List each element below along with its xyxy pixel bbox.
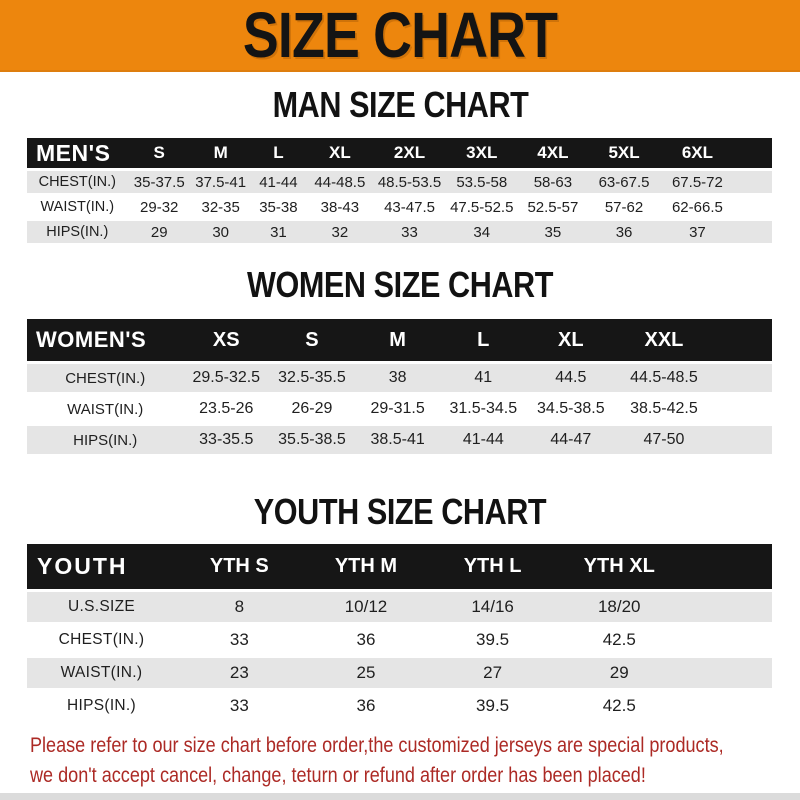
column-header: XL <box>306 138 373 168</box>
column-header: YTH L <box>429 544 556 589</box>
table-cell: 25 <box>303 658 430 688</box>
women-table-title: WOMEN'S <box>27 319 183 361</box>
table-cell: 44-48.5 <box>306 171 373 193</box>
column-header: 4XL <box>518 138 588 168</box>
table-cell: 52.5-57 <box>527 198 579 216</box>
table-cell: 18/20 <box>556 592 683 622</box>
row-spacer <box>735 221 772 243</box>
row-spacer <box>683 592 772 622</box>
column-header: 3XL <box>446 138 518 168</box>
table-cell: 44-47 <box>526 426 615 454</box>
man-section-heading <box>0 84 800 125</box>
row-label: WAIST(IN.) <box>40 199 115 215</box>
column-header: 6XL <box>660 138 735 168</box>
table-cell: 39.5 <box>476 630 510 649</box>
table-header-row <box>27 544 772 589</box>
row-spacer <box>683 658 772 688</box>
column-header: L <box>440 319 526 361</box>
table-cell: 32-35 <box>201 198 240 216</box>
women-section-heading-text: WOMEN SIZE CHART <box>246 264 553 305</box>
footer-line-2-text: we don't accept cancel, change, teturn or refund after order has been placed! <box>30 763 646 787</box>
table-cell: 14/16 <box>429 592 556 622</box>
table-cell: 47.5-52.5 <box>450 198 514 216</box>
table-cell: 41-44 <box>250 171 306 193</box>
row-label: U.S.SIZE <box>27 592 176 622</box>
table-cell: 34 <box>446 221 518 243</box>
table-cell: 37.5-41 <box>191 171 251 193</box>
table-cell: 26-29 <box>291 400 333 417</box>
table-cell: 31 <box>250 221 306 243</box>
table-cell: 29 <box>128 221 191 243</box>
column-header: XL <box>526 319 615 361</box>
row-spacer <box>683 625 772 655</box>
table-cell: 62-66.5 <box>671 198 723 216</box>
row-label: HIPS(IN.) <box>66 697 136 714</box>
column-header: XS <box>183 319 269 361</box>
table-cell: 38 <box>355 364 441 392</box>
table-cell: 36 <box>356 630 376 649</box>
row-spacer <box>683 691 772 721</box>
column-header: M <box>355 319 441 361</box>
table-cell: 33 <box>229 696 249 715</box>
table-header-row <box>27 319 772 361</box>
table-cell: 42.5 <box>602 696 636 715</box>
men-size-table <box>27 135 772 246</box>
table-cell: 57-62 <box>604 198 644 216</box>
footer-line-1 <box>30 730 800 760</box>
title-banner <box>0 0 800 72</box>
footer-line-2 <box>30 760 800 790</box>
table-cell: 34.5-38.5 <box>537 400 605 417</box>
bottom-border-strip <box>0 793 800 800</box>
table-row <box>27 364 772 392</box>
table-cell: 63-67.5 <box>588 171 660 193</box>
table-cell: 30 <box>191 221 251 243</box>
table-cell: 23.5-26 <box>199 400 254 417</box>
table-row <box>27 171 772 193</box>
man-section-heading-text: MAN SIZE CHART <box>272 84 528 125</box>
men-table-title: MEN'S <box>27 138 128 168</box>
row-spacer <box>712 395 772 423</box>
table-row <box>27 426 772 454</box>
women-size-table <box>27 316 772 457</box>
table-cell: 32 <box>306 221 373 243</box>
row-spacer <box>712 364 772 392</box>
table-cell: 37 <box>660 221 735 243</box>
table-cell: 48.5-53.5 <box>373 171 445 193</box>
table-row <box>27 221 772 243</box>
table-cell: 33-35.5 <box>183 426 269 454</box>
footer-note <box>0 730 800 790</box>
table-header-row <box>27 138 772 168</box>
row-label: WAIST(IN.) <box>67 400 144 418</box>
table-cell: 33 <box>229 630 249 649</box>
youth-section-heading <box>0 491 800 532</box>
column-header: S <box>269 319 355 361</box>
table-cell: 53.5-58 <box>446 171 518 193</box>
table-cell: 58-63 <box>518 171 588 193</box>
row-spacer <box>712 426 772 454</box>
column-header: XXL <box>616 319 713 361</box>
column-header: L <box>250 138 306 168</box>
row-label: CHEST(IN.) <box>58 631 145 648</box>
table-row <box>27 625 772 655</box>
table-row <box>27 395 772 423</box>
table-cell: 38.5-42.5 <box>630 400 698 417</box>
table-cell: 44.5-48.5 <box>616 364 713 392</box>
table-row <box>27 592 772 622</box>
row-label: HIPS(IN.) <box>27 426 183 454</box>
column-header: M <box>191 138 251 168</box>
column-header: 5XL <box>588 138 660 168</box>
table-cell: 23 <box>176 658 303 688</box>
table-cell: 35 <box>518 221 588 243</box>
row-label: CHEST(IN.) <box>27 364 183 392</box>
column-header: 2XL <box>373 138 445 168</box>
table-cell: 32.5-35.5 <box>269 364 355 392</box>
table-cell: 29 <box>556 658 683 688</box>
table-cell: 33 <box>373 221 445 243</box>
table-cell: 38-43 <box>320 198 360 216</box>
column-header: YTH XL <box>556 544 683 589</box>
women-section-heading <box>0 264 800 305</box>
row-spacer <box>735 196 772 218</box>
table-cell: 29-32 <box>140 198 179 216</box>
row-label: HIPS(IN.) <box>27 221 128 243</box>
youth-section-heading-text: YOUTH SIZE CHART <box>253 491 547 532</box>
table-row <box>27 196 772 218</box>
table-row <box>27 658 772 688</box>
table-cell: 29.5-32.5 <box>183 364 269 392</box>
footer-line-1-text: Please refer to our size chart before order,the customized jerseys are special products, <box>30 733 724 757</box>
row-label: CHEST(IN.) <box>27 171 128 193</box>
table-cell: 31.5-34.5 <box>449 400 518 417</box>
table-cell: 27 <box>429 658 556 688</box>
page-title: SIZE CHART <box>242 0 558 71</box>
row-spacer <box>735 171 772 193</box>
table-cell: 35.5-38.5 <box>269 426 355 454</box>
table-cell: 29-31.5 <box>370 400 425 417</box>
table-cell: 36 <box>356 696 376 715</box>
table-cell: 39.5 <box>476 696 510 715</box>
youth-size-table <box>27 541 772 724</box>
youth-table-title: YOUTH <box>27 544 176 589</box>
table-cell: 8 <box>176 592 303 622</box>
table-cell: 10/12 <box>303 592 430 622</box>
column-header: S <box>128 138 191 168</box>
row-label: WAIST(IN.) <box>27 658 176 688</box>
header-spacer <box>735 138 772 168</box>
table-cell: 44.5 <box>526 364 615 392</box>
table-cell: 43-47.5 <box>384 198 435 216</box>
table-cell: 35-37.5 <box>128 171 191 193</box>
table-cell: 42.5 <box>602 630 636 649</box>
table-row <box>27 691 772 721</box>
table-cell: 41 <box>440 364 526 392</box>
table-cell: 35-38 <box>259 198 298 216</box>
column-header: YTH S <box>176 544 303 589</box>
column-header: YTH M <box>303 544 430 589</box>
header-spacer <box>712 319 772 361</box>
table-cell: 41-44 <box>440 426 526 454</box>
header-spacer <box>683 544 772 589</box>
table-cell: 38.5-41 <box>355 426 441 454</box>
table-cell: 67.5-72 <box>660 171 735 193</box>
table-cell: 36 <box>588 221 660 243</box>
table-cell: 47-50 <box>616 426 713 454</box>
